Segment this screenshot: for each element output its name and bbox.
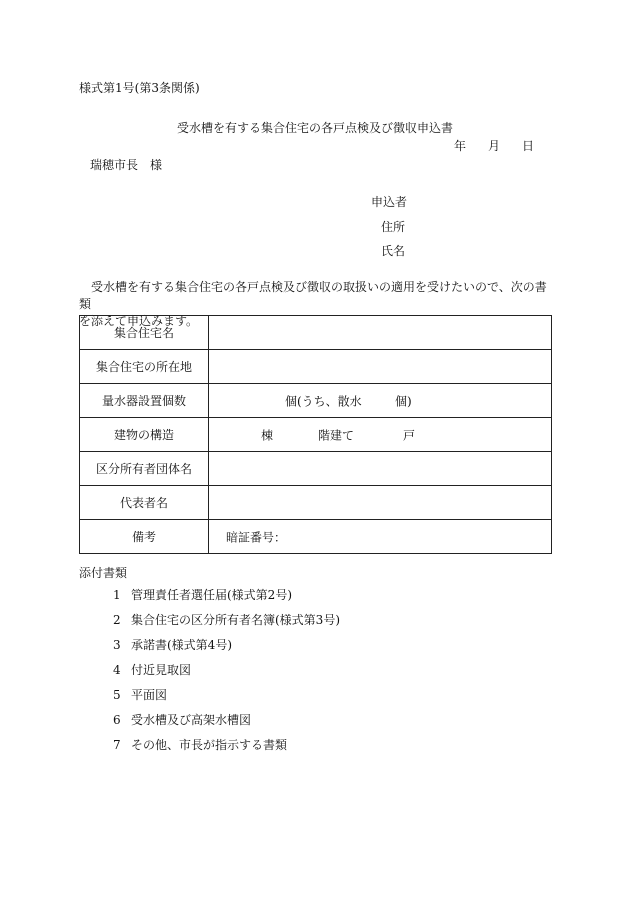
table-row: [80, 418, 552, 452]
applicant-address-label: 住所: [381, 220, 406, 234]
list-item-number: 1: [113, 588, 121, 602]
remarks-field[interactable]: [209, 520, 552, 554]
attachments-heading: 添付書類: [79, 566, 128, 580]
list-item-number: 5: [113, 688, 121, 702]
meter-count-field[interactable]: [209, 384, 552, 418]
list-item: [113, 738, 340, 763]
list-item-number: 6: [113, 713, 121, 727]
row-label-housing-location: 集合住宅の所在地: [80, 350, 209, 384]
applicant-name-label: 氏名: [381, 244, 406, 258]
list-item-text: 管理責任者選任届(様式第2号): [131, 588, 292, 602]
list-item-number: 2: [113, 613, 121, 627]
meter-count-unit: 個(うち、散水: [285, 394, 362, 408]
table-row: [80, 316, 552, 350]
application-form-table: [79, 315, 552, 554]
list-item-text: その他、市長が指示する書類: [131, 738, 288, 752]
addressee: 瑞穂市長 様: [90, 158, 163, 172]
owners-association-field[interactable]: [209, 452, 552, 486]
form-number: 様式第1号(第3条関係): [79, 81, 200, 95]
building-count-unit: 棟: [261, 428, 274, 442]
housing-name-field[interactable]: [209, 316, 552, 350]
building-structure-field[interactable]: [209, 418, 552, 452]
date-month-label: 月: [488, 139, 501, 153]
list-item-text: 集合住宅の区分所有者名簿(様式第3号): [131, 613, 340, 627]
list-item: [113, 688, 340, 713]
list-item-text: 承諾書(様式第4号): [131, 638, 232, 652]
list-item: [113, 638, 340, 663]
table-row: [80, 520, 552, 554]
row-label-meter-count: 量水器設置個数: [80, 384, 209, 418]
table-row: [80, 452, 552, 486]
list-item: [113, 588, 340, 613]
row-label-remarks: 備考: [80, 520, 209, 554]
table-row: [80, 350, 552, 384]
table-row: [80, 384, 552, 418]
list-item: [113, 613, 340, 638]
list-item: [113, 663, 340, 688]
intro-line-1: 受水槽を有する集合住宅の各戸点検及び徴収の取扱いの適用を受けたいので、次の書類: [79, 280, 547, 311]
attachments-list: [113, 588, 340, 763]
list-item-text: 受水槽及び高架水槽図: [131, 713, 252, 727]
list-item: [113, 713, 340, 738]
list-item-text: 付近見取図: [131, 663, 192, 677]
row-label-housing-name: 集合住宅名: [80, 316, 209, 350]
floors-unit: 階建て: [318, 428, 355, 442]
applicant-label: 申込者: [371, 195, 408, 209]
date-year-label: 年: [454, 139, 467, 153]
row-label-representative: 代表者名: [80, 486, 209, 520]
list-item-number: 4: [113, 663, 121, 677]
list-item-number: 3: [113, 638, 121, 652]
table-row: [80, 486, 552, 520]
list-item-text: 平面図: [131, 688, 168, 702]
housing-location-field[interactable]: [209, 350, 552, 384]
sprinkler-count-unit: 個): [395, 394, 412, 408]
representative-field[interactable]: [209, 486, 552, 520]
units-unit: 戸: [403, 428, 416, 442]
date-day-label: 日: [522, 139, 535, 153]
row-label-building-structure: 建物の構造: [80, 418, 209, 452]
row-label-owners-association: 区分所有者団体名: [80, 452, 209, 486]
pin-code-label: 暗証番号：: [226, 530, 287, 544]
intro-line-2: を添えて申込みます。: [79, 314, 199, 328]
list-item-number: 7: [113, 738, 121, 752]
document-title: 受水槽を有する集合住宅の各戸点検及び徴収申込書: [176, 121, 453, 135]
